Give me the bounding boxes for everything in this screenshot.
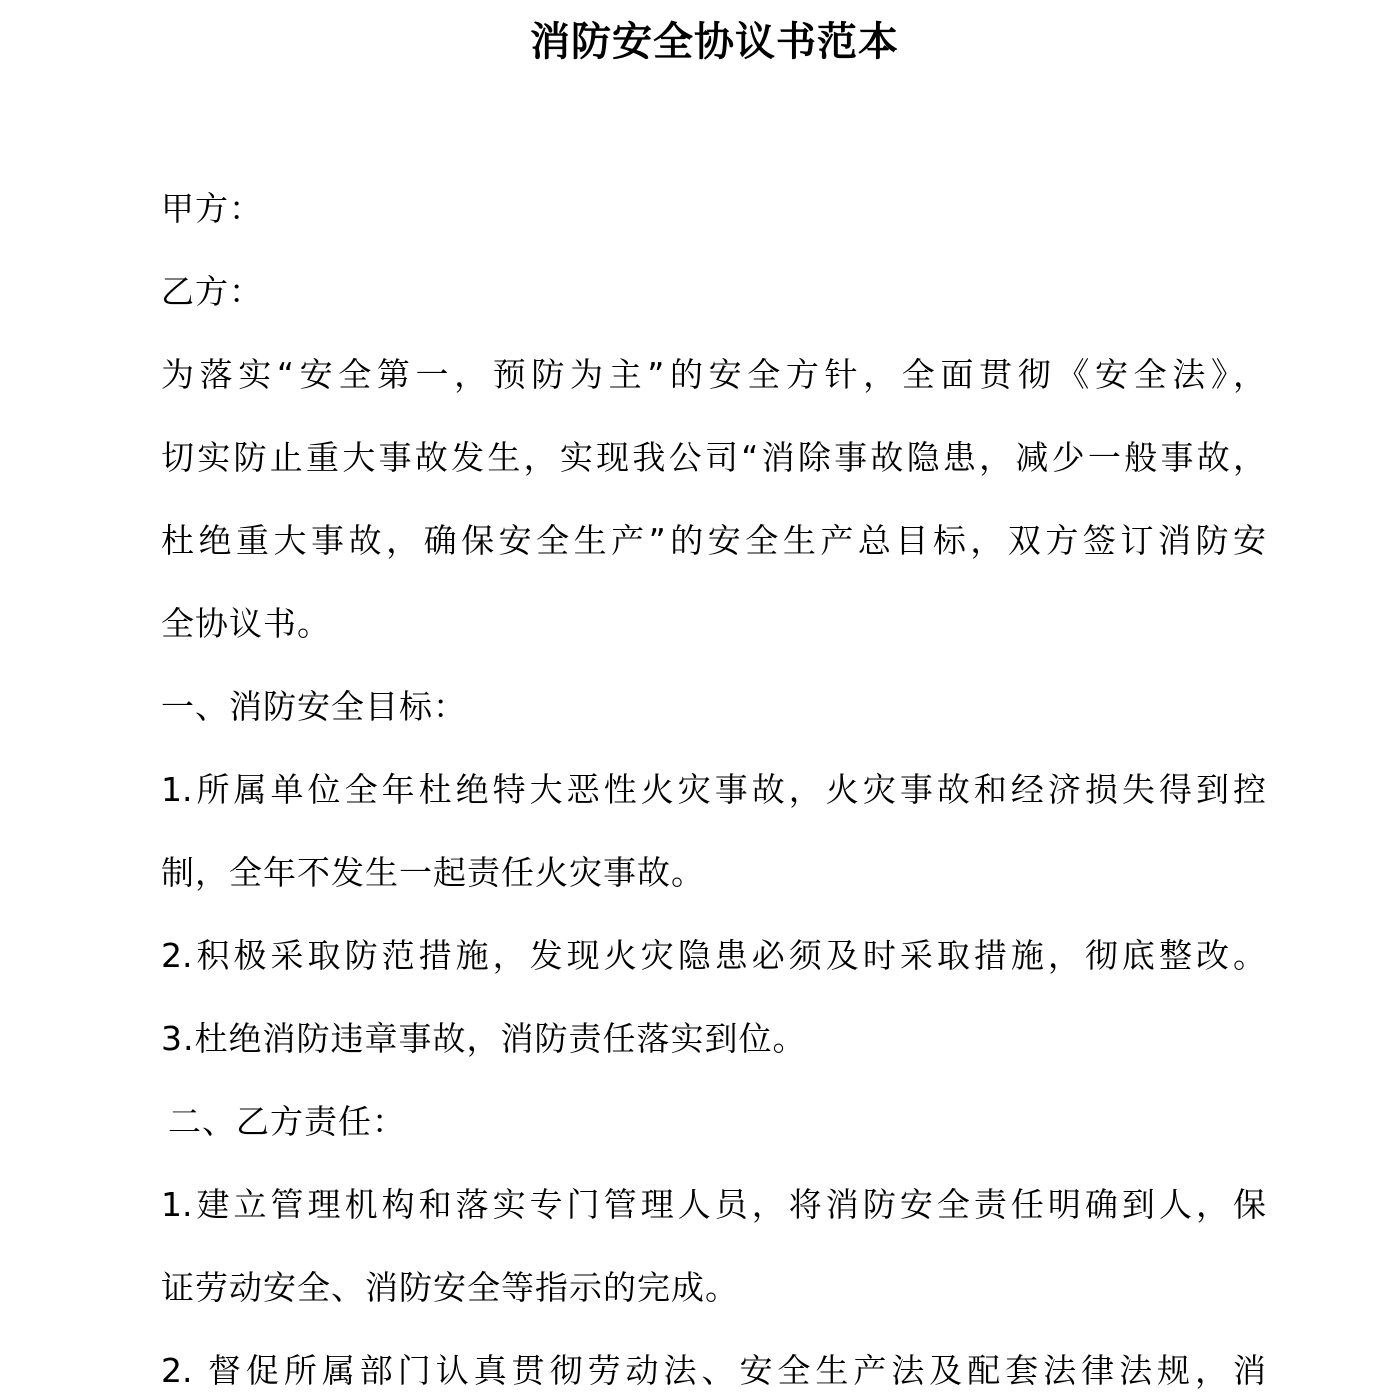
paragraph-line: 全协议书。 bbox=[161, 604, 331, 643]
paragraph-line: 为落实“安全第一，预防为主”的安全方针，全面贯彻《安全法》， bbox=[161, 355, 1266, 394]
document-title: 消防安全协议书范本 bbox=[530, 18, 899, 65]
paragraph-line: 证劳动安全、消防安全等指示的完成。 bbox=[161, 1268, 739, 1307]
paragraph-line: 2. 督促所属部门认真贯彻劳动法、安全生产法及配套法律法规，消 bbox=[161, 1351, 1266, 1390]
paragraph-line: 制，全年不发生一起责任火灾事故。 bbox=[161, 853, 705, 892]
paragraph-line: 切实防止重大事故发生，实现我公司“消除事故隐患，减少一般事故， bbox=[161, 438, 1266, 477]
section-heading: 一、消防安全目标： bbox=[161, 687, 467, 726]
party-b-line: 乙方： bbox=[161, 272, 263, 311]
paragraph-line: 1.建立管理机构和落实专门管理人员，将消防安全责任明确到人，保 bbox=[161, 1185, 1266, 1224]
party-a-line: 甲方： bbox=[161, 189, 263, 228]
section-heading: 二、乙方责任： bbox=[168, 1102, 406, 1141]
paragraph-line: 1.所属单位全年杜绝特大恶性火灾事故，火灾事故和经济损失得到控 bbox=[161, 770, 1266, 809]
paragraph-line: 2.积极采取防范措施，发现火灾隐患必须及时采取措施，彻底整改。 bbox=[161, 936, 1266, 975]
paragraph-line: 3.杜绝消防违章事故，消防责任落实到位。 bbox=[161, 1019, 807, 1058]
paragraph-line: 杜绝重大事故，确保安全生产”的安全生产总目标，双方签订消防安 bbox=[161, 521, 1266, 560]
